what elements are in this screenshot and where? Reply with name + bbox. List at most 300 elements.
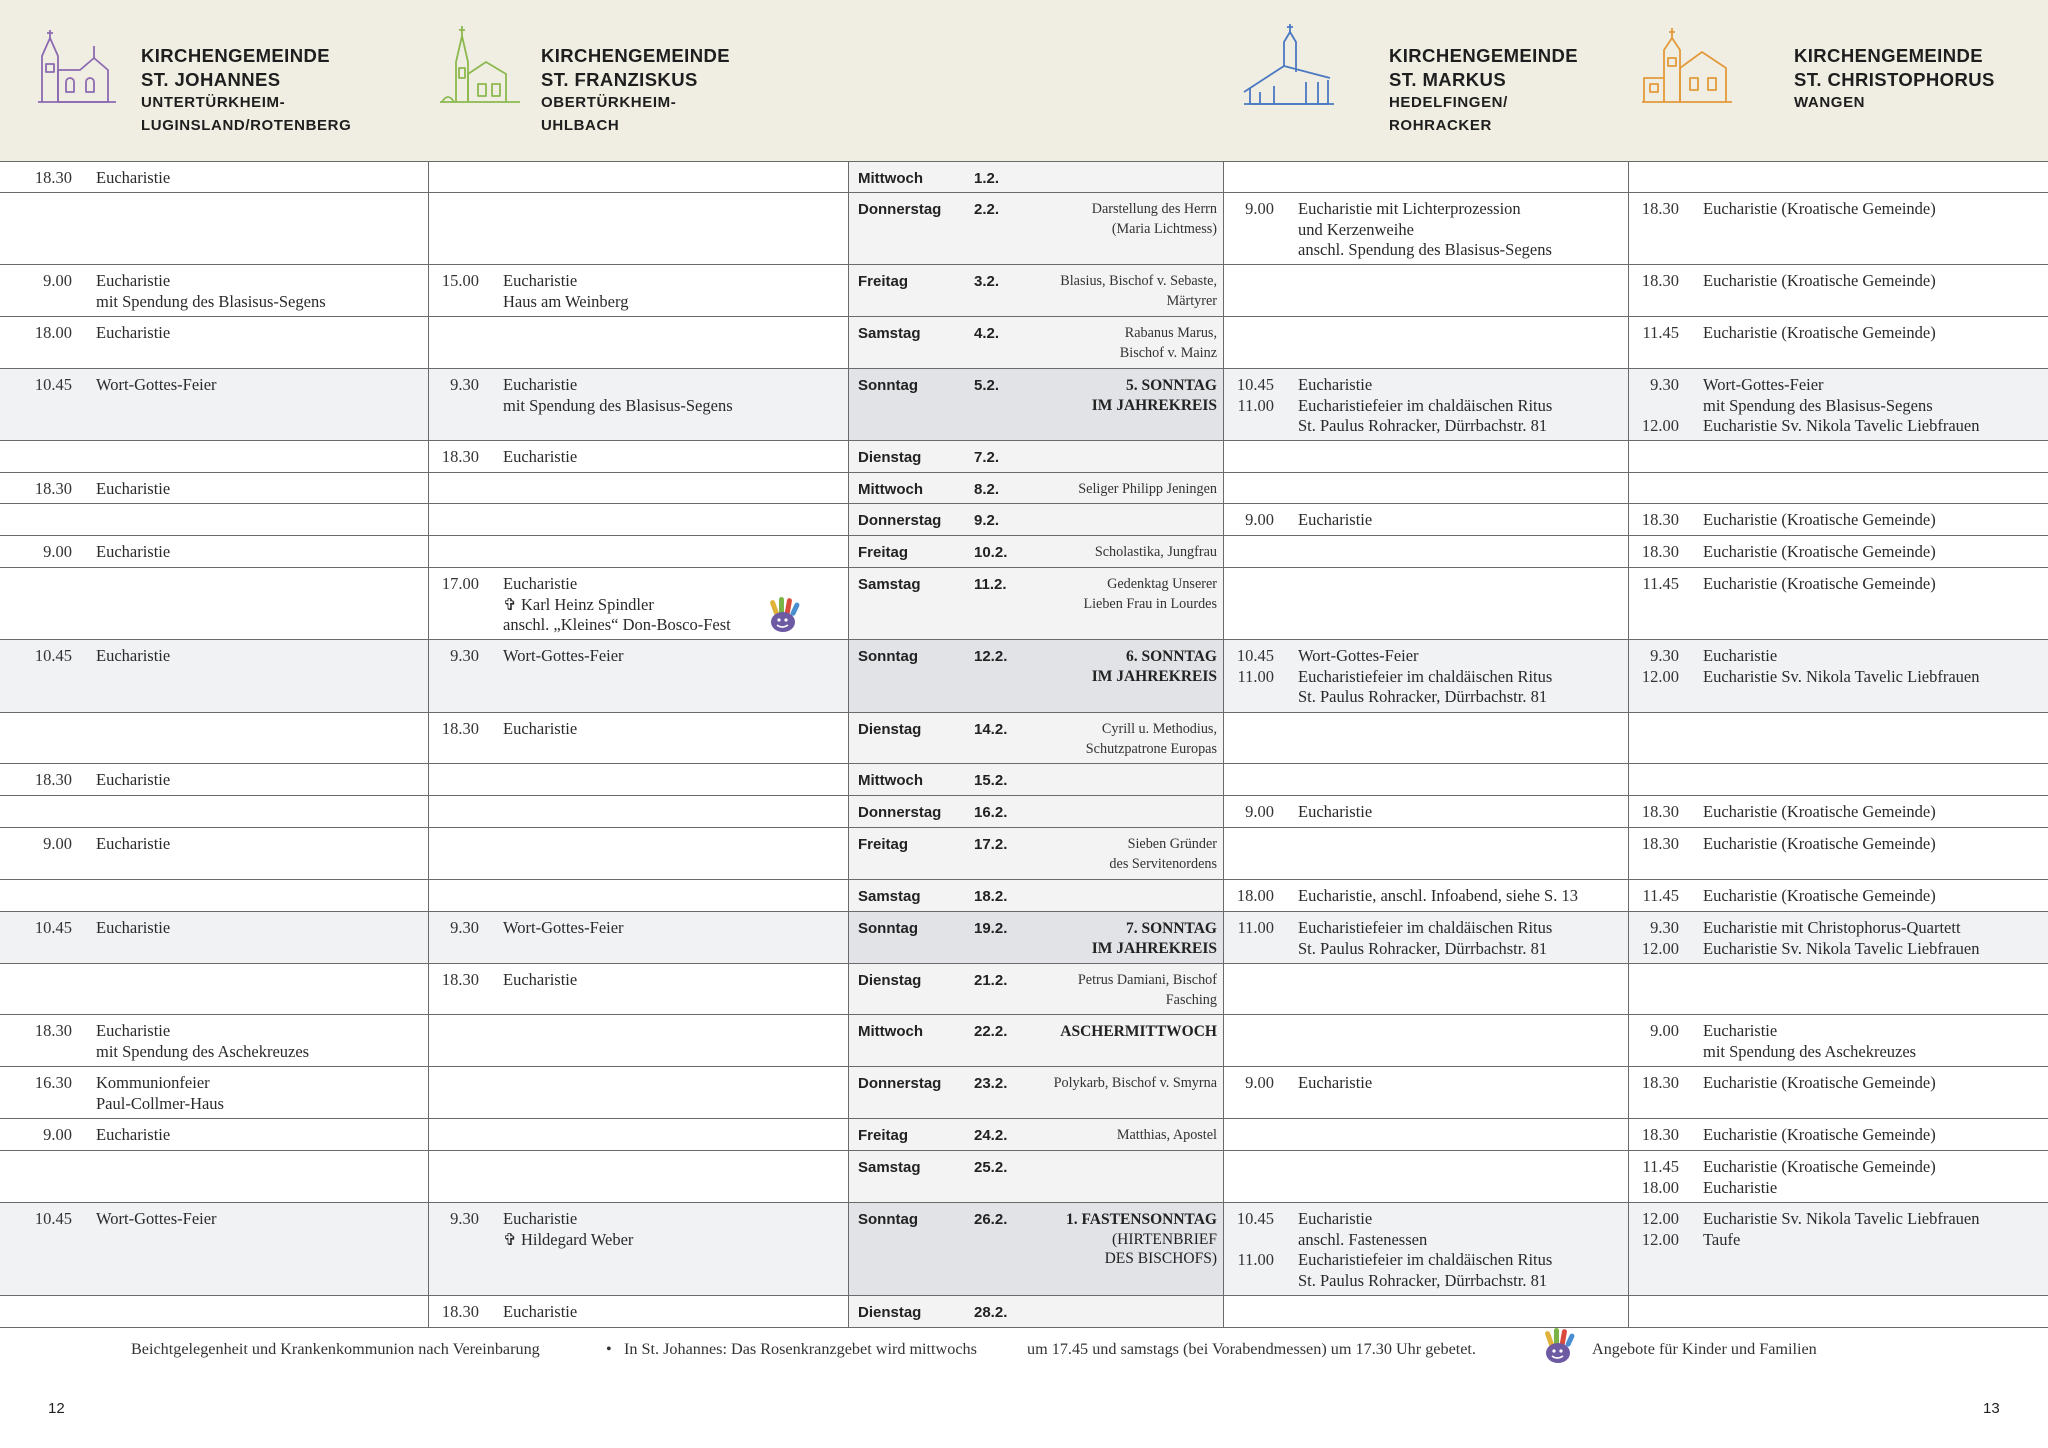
day-row (0, 963, 2048, 1014)
feast-line: DES BISCHOFS) (1104, 1250, 1217, 1267)
date-cell (849, 265, 1224, 316)
parish-title (541, 44, 730, 137)
johannes-cell (0, 193, 429, 264)
johannes-cell (0, 1203, 429, 1295)
parish-name: ST. FRANZISKUS (541, 68, 698, 90)
service-entry (1629, 542, 2048, 563)
feast-name (1109, 835, 1217, 874)
markus-cell (1224, 1203, 1629, 1295)
service-entry (1224, 667, 1628, 708)
service-text: Eucharistie (1703, 646, 1778, 665)
parish-district-2: LUGINSLAND/ROTENBERG (141, 117, 352, 134)
christophorus-cell (1629, 1203, 2048, 1295)
day-row (0, 316, 2048, 368)
service-text: Eucharistie (1298, 1073, 1373, 1092)
christophorus-cell (1629, 473, 2048, 503)
service-time: 18.30 (34, 1021, 72, 1040)
weekday: Samstag (858, 576, 921, 593)
franziskus-cell (429, 880, 849, 911)
feast-name (1078, 480, 1217, 500)
service-entry (429, 375, 848, 416)
weekday: Samstag (858, 1159, 921, 1176)
feast-line: Fasching (1165, 991, 1217, 1008)
date: 17.2. (974, 836, 1008, 853)
date: 9.2. (974, 512, 1000, 529)
date-cell (849, 536, 1224, 567)
johannes-cell (0, 1067, 429, 1118)
page-number-right: 13 (1983, 1400, 2000, 1417)
date: 3.2. (974, 273, 1000, 290)
service-time: 15.00 (441, 271, 479, 290)
service-text: Eucharistie (503, 447, 578, 466)
date-cell (849, 1151, 1224, 1202)
parish-district: OBERTÜRKHEIM- (541, 94, 677, 111)
johannes-cell (0, 964, 429, 1014)
markus-cell (1224, 162, 1629, 192)
page-number-left: 12 (48, 1400, 65, 1417)
markus-cell (1224, 1015, 1629, 1066)
service-time: 10.45 (34, 1209, 72, 1228)
service-text: Eucharistie Sv. Nikola Tavelic Liebfrauen (1703, 416, 1980, 435)
date: 1.2. (974, 170, 1000, 187)
service-time: 9.30 (1650, 646, 1679, 665)
markus-cell (1224, 828, 1629, 879)
footer-separator: • (606, 1340, 612, 1358)
johannes-cell (0, 912, 429, 963)
service-text: Eucharistie (1298, 802, 1373, 821)
service-entry (0, 1209, 428, 1230)
franziskus-cell (429, 568, 849, 639)
service-time: 9.30 (450, 375, 479, 394)
feast-line: Sieben Gründer (1127, 836, 1217, 852)
service-time: 9.00 (43, 1125, 72, 1144)
service-entry (1629, 667, 2048, 688)
feast-line: IM JAHREKREIS (1091, 396, 1217, 414)
service-text: anschl. Spendung des Blasisus-Segens (1298, 240, 1552, 259)
service-time: 12.00 (1641, 416, 1679, 435)
service-text: Eucharistie (96, 770, 171, 789)
service-entry (0, 770, 428, 791)
day-row (0, 827, 2048, 879)
service-entry (1629, 1073, 2048, 1094)
feast-line: IM JAHREKREIS (1091, 939, 1217, 957)
feast-line: Petrus Damiani, Bischof (1077, 972, 1217, 988)
weekday: Dienstag (858, 1304, 922, 1321)
feast-line: 5. SONNTAG (1125, 377, 1217, 394)
service-text: Eucharistie (Kroatische Gemeinde) (1703, 542, 1936, 561)
markus-cell (1224, 504, 1629, 535)
service-text: Eucharistie (1298, 510, 1373, 529)
date: 28.2. (974, 1304, 1008, 1321)
date: 8.2. (974, 481, 1000, 498)
franziskus-cell (429, 796, 849, 827)
feast-name (1092, 200, 1217, 239)
service-time: 18.30 (1641, 1125, 1679, 1144)
service-text: und Kerzenweihe (1298, 219, 1414, 239)
service-text: Eucharistie (Kroatische Gemeinde) (1703, 510, 1936, 529)
day-row (0, 1066, 2048, 1118)
christophorus-cell (1629, 568, 2048, 639)
feast-name (1083, 575, 1217, 614)
service-entry (1629, 1230, 2048, 1251)
franziskus-cell (429, 473, 849, 503)
service-entry (1224, 199, 1628, 261)
date: 25.2. (974, 1159, 1008, 1176)
service-entry (1629, 918, 2048, 939)
parish-title (1794, 44, 1995, 114)
weekday: Samstag (858, 888, 921, 905)
date: 16.2. (974, 804, 1008, 821)
markus-cell (1224, 441, 1629, 472)
feast-line: Gedenktag Unserer (1107, 576, 1217, 592)
franziskus-cell (429, 441, 849, 472)
service-text: Eucharistiefeier im chaldäischen Ritus (1298, 1250, 1553, 1269)
service-text: Eucharistie Sv. Nikola Tavelic Liebfrauen (1703, 1209, 1980, 1228)
service-entry (0, 918, 428, 939)
day-row (0, 567, 2048, 639)
service-text: mit Spendung des Blasisus-Segens (1703, 395, 1933, 415)
johannes-cell (0, 504, 429, 535)
service-time: 18.30 (441, 970, 479, 989)
service-time: 9.30 (1650, 918, 1679, 937)
feast-line: Cyrill u. Methodius, (1101, 721, 1217, 737)
service-text: Eucharistie (503, 1209, 578, 1228)
family-hand-icon (768, 596, 804, 634)
service-text: Eucharistie (503, 719, 578, 738)
franziskus-cell (429, 193, 849, 264)
service-entry (429, 1209, 848, 1250)
johannes-cell (0, 369, 429, 440)
service-time: 10.45 (34, 646, 72, 665)
service-text: mit Spendung des Aschekreuzes (1703, 1041, 1917, 1061)
franziskus-cell (429, 536, 849, 567)
markus-cell (1224, 912, 1629, 963)
service-entry (1629, 834, 2048, 855)
feast-line: 6. SONNTAG (1125, 648, 1217, 665)
service-text: ✞ Karl Heinz Spindler (503, 594, 654, 614)
service-time: 18.30 (441, 1302, 479, 1321)
date-cell (849, 640, 1224, 712)
service-entry (1224, 510, 1628, 531)
service-text: Eucharistiefeier im chaldäischen Ritus (1298, 918, 1553, 937)
service-text: Eucharistie (96, 479, 171, 498)
parish-name: ST. JOHANNES (141, 68, 281, 90)
service-entry (429, 719, 848, 740)
date-cell (849, 193, 1224, 264)
footer-note-rosary: In St. Johannes: Das Rosenkranzgebet wird mittwochs (624, 1340, 977, 1358)
johannes-cell (0, 764, 429, 795)
service-time: 11.45 (1642, 886, 1679, 905)
service-text: Eucharistie (503, 271, 578, 290)
service-text: Eucharistie Sv. Nikola Tavelic Liebfrauen (1703, 666, 1980, 686)
service-text: Eucharistie (Kroatische Gemeinde) (1703, 1125, 1936, 1144)
service-text: Eucharistie (96, 542, 171, 561)
service-text: Eucharistie (503, 574, 578, 593)
service-time: 9.00 (1245, 802, 1274, 821)
parish-district: WANGEN (1794, 94, 1866, 111)
service-time: 18.30 (34, 168, 72, 187)
service-time: 18.30 (1641, 1073, 1679, 1092)
service-entry (1629, 574, 2048, 595)
service-time: 18.00 (1641, 1177, 1679, 1197)
service-text: Eucharistie (Kroatische Gemeinde) (1703, 802, 1936, 821)
service-text: Taufe (1703, 1229, 1741, 1249)
service-text: Eucharistie (Kroatische Gemeinde) (1703, 199, 1936, 218)
service-time: 10.45 (1236, 1209, 1274, 1228)
service-time: 18.30 (441, 447, 479, 466)
service-entry (1629, 886, 2048, 907)
day-row (0, 192, 2048, 264)
service-text: Eucharistie (Kroatische Gemeinde) (1703, 1073, 1936, 1092)
markus-cell (1224, 317, 1629, 368)
christophorus-cell (1629, 1067, 2048, 1118)
feast-name (1117, 1126, 1217, 1146)
markus-cell (1224, 1119, 1629, 1150)
date-cell (849, 1203, 1224, 1295)
parish-district-2: ROHRACKER (1389, 117, 1492, 134)
service-text: St. Paulus Rohracker, Dürrbachstr. 81 (1298, 1270, 1548, 1290)
feast-name (1060, 1022, 1217, 1042)
service-entry (1629, 939, 2048, 960)
service-text: Eucharistie mit Lichterprozession (1298, 199, 1521, 218)
service-entry (1629, 1209, 2048, 1230)
christophorus-cell (1629, 369, 2048, 440)
service-entry (1224, 1073, 1628, 1094)
weekday: Sonntag (858, 377, 918, 394)
service-text: mit Spendung des Blasisus-Segens (503, 395, 733, 415)
feast-line: Darstellung des Herrn (1091, 201, 1217, 217)
johannes-cell (0, 536, 429, 567)
weekday: Freitag (858, 544, 909, 561)
johannes-cell (0, 473, 429, 503)
johannes-cell (0, 1296, 429, 1327)
weekday: Donnerstag (858, 1075, 942, 1092)
day-row (0, 1014, 2048, 1066)
service-text: Eucharistie (Kroatische Gemeinde) (1703, 1157, 1936, 1176)
johannes-cell (0, 640, 429, 712)
christophorus-cell (1629, 713, 2048, 763)
christophorus-cell (1629, 504, 2048, 535)
date-cell (849, 162, 1224, 192)
service-time: 10.45 (34, 375, 72, 394)
service-text: Eucharistie (96, 646, 171, 665)
service-time: 18.30 (1641, 834, 1679, 853)
service-entry (0, 375, 428, 396)
service-time: 12.00 (1641, 666, 1679, 686)
feast-line: des Servitenordens (1109, 855, 1217, 872)
header-band (0, 0, 2048, 161)
service-text: St. Paulus Rohracker, Dürrbachstr. 81 (1298, 687, 1548, 706)
service-time: 9.30 (450, 918, 479, 937)
service-time: 10.45 (34, 918, 72, 937)
date-cell (849, 1067, 1224, 1118)
day-row (0, 1150, 2048, 1202)
date: 22.2. (974, 1023, 1008, 1040)
service-time: 18.30 (34, 770, 72, 789)
service-text: Eucharistiefeier im chaldäischen Ritus (1298, 666, 1553, 686)
date: 19.2. (974, 920, 1008, 937)
day-row (0, 264, 2048, 316)
feast-line: Scholastika, Jungfrau (1094, 544, 1217, 560)
weekday: Sonntag (858, 920, 918, 937)
markus-cell (1224, 640, 1629, 712)
christophorus-cell (1629, 1151, 2048, 1202)
service-entry (1224, 1250, 1628, 1291)
church-icon (1240, 22, 1336, 112)
johannes-cell (0, 1151, 429, 1202)
johannes-cell (0, 441, 429, 472)
service-text: ✞ Hildegard Weber (503, 1229, 634, 1249)
markus-cell (1224, 1151, 1629, 1202)
parish-district: HEDELFINGEN/ (1389, 94, 1508, 111)
service-text: anschl. Fastenessen (1298, 1229, 1428, 1249)
feast-line: 7. SONNTAG (1125, 920, 1217, 937)
service-entry (0, 834, 428, 855)
service-time: 17.00 (441, 574, 479, 593)
day-row (0, 535, 2048, 567)
date: 14.2. (974, 721, 1008, 738)
service-text: mit Spendung des Aschekreuzes (96, 1041, 310, 1061)
service-time: 9.00 (43, 542, 72, 561)
service-time: 11.00 (1237, 395, 1274, 415)
franziskus-cell (429, 504, 849, 535)
service-time: 11.45 (1642, 574, 1679, 593)
service-time: 11.00 (1237, 918, 1274, 937)
parish-name: ST. MARKUS (1389, 68, 1507, 90)
johannes-cell (0, 162, 429, 192)
church-icon (434, 22, 530, 112)
day-row (0, 1295, 2048, 1328)
service-text: anschl. „Kleines“ Don-Bosco-Fest (503, 615, 731, 634)
service-time: 11.00 (1237, 666, 1274, 686)
service-entry (429, 646, 848, 667)
service-time: 18.30 (1641, 542, 1679, 561)
johannes-cell (0, 1015, 429, 1066)
weekday: Samstag (858, 325, 921, 342)
franziskus-cell (429, 1015, 849, 1066)
service-entry (1629, 323, 2048, 344)
service-entry (1629, 375, 2048, 416)
date-cell (849, 369, 1224, 440)
weekday: Freitag (858, 273, 909, 290)
day-row (0, 795, 2048, 827)
date-cell (849, 880, 1224, 911)
date-cell (849, 441, 1224, 472)
service-entry (1224, 396, 1628, 437)
service-time: 9.30 (450, 1209, 479, 1228)
service-entry (429, 918, 848, 939)
date: 2.2. (974, 201, 1000, 218)
weekday: Freitag (858, 836, 909, 853)
service-time: 12.00 (1641, 1229, 1679, 1249)
weekday: Freitag (858, 1127, 909, 1144)
franziskus-cell (429, 713, 849, 763)
date: 24.2. (974, 1127, 1008, 1144)
date: 26.2. (974, 1211, 1008, 1228)
weekday: Mittwoch (858, 772, 923, 789)
feast-line: Lieben Frau in Lourdes (1083, 595, 1217, 612)
date-cell (849, 964, 1224, 1014)
service-text: Eucharistie Sv. Nikola Tavelic Liebfrauen (1703, 938, 1980, 958)
service-entry (1629, 646, 2048, 667)
parish-kind: KIRCHENGEMEINDE (1794, 45, 1983, 66)
weekday: Mittwoch (858, 481, 923, 498)
feast-line: 1. FASTENSONNTAG (1065, 1211, 1217, 1228)
johannes-cell (0, 713, 429, 763)
parish-district-2: UHLBACH (541, 117, 620, 134)
weekday: Donnerstag (858, 512, 942, 529)
feast-line: Märtyrer (1166, 292, 1217, 309)
service-entry (0, 271, 428, 312)
feast-name (1092, 919, 1217, 958)
markus-cell (1224, 880, 1629, 911)
date-cell (849, 713, 1224, 763)
service-text: mit Spendung des Blasisus-Segens (96, 291, 326, 311)
service-text: Eucharistie, anschl. Infoabend, siehe S. 13 (1298, 886, 1578, 905)
date-cell (849, 912, 1224, 963)
feast-line: Blasius, Bischof v. Sebaste, (1060, 273, 1217, 289)
family-hand-icon (1543, 1327, 1579, 1365)
date: 12.2. (974, 648, 1008, 665)
christophorus-cell (1629, 764, 2048, 795)
franziskus-cell (429, 1296, 849, 1327)
johannes-cell (0, 265, 429, 316)
markus-cell (1224, 473, 1629, 503)
service-time: 18.30 (1641, 802, 1679, 821)
service-entry (1629, 271, 2048, 292)
feast-name (1066, 1210, 1217, 1269)
day-row (0, 1202, 2048, 1295)
day-row (0, 911, 2048, 963)
johannes-cell (0, 880, 429, 911)
feast-line: (HIRTENBRIEF (1112, 1230, 1217, 1248)
service-text: Eucharistiefeier im chaldäischen Ritus (1298, 395, 1553, 415)
weekday: Dienstag (858, 721, 922, 738)
service-text: Wort-Gottes-Feier (96, 1209, 217, 1228)
service-time: 18.30 (1641, 271, 1679, 290)
service-time: 18.30 (1641, 510, 1679, 529)
date-cell (849, 317, 1224, 368)
service-text: Kommunionfeier (96, 1073, 210, 1092)
service-text: Wort-Gottes-Feier (1703, 375, 1824, 394)
service-time: 9.00 (1245, 510, 1274, 529)
christophorus-cell (1629, 1119, 2048, 1150)
markus-cell (1224, 1296, 1629, 1327)
service-entry (1224, 646, 1628, 667)
service-entry (1224, 886, 1628, 907)
date-cell (849, 473, 1224, 503)
feast-name (1092, 647, 1217, 686)
weekday: Sonntag (858, 1211, 918, 1228)
day-row (0, 503, 2048, 535)
service-entry (429, 447, 848, 468)
franziskus-cell (429, 964, 849, 1014)
johannes-cell (0, 317, 429, 368)
johannes-cell (0, 796, 429, 827)
feast-name (1078, 971, 1217, 1010)
date: 4.2. (974, 325, 1000, 342)
weekday: Mittwoch (858, 170, 923, 187)
feast-line: Polykarb, Bischof v. Smyrna (1053, 1075, 1217, 1091)
service-time: 18.00 (34, 323, 72, 342)
markus-cell (1224, 964, 1629, 1014)
service-text: Eucharistie (503, 1302, 578, 1321)
service-entry (0, 1021, 428, 1062)
franziskus-cell (429, 1067, 849, 1118)
date-cell (849, 828, 1224, 879)
day-row (0, 1118, 2048, 1150)
service-text: Eucharistie (503, 970, 578, 989)
